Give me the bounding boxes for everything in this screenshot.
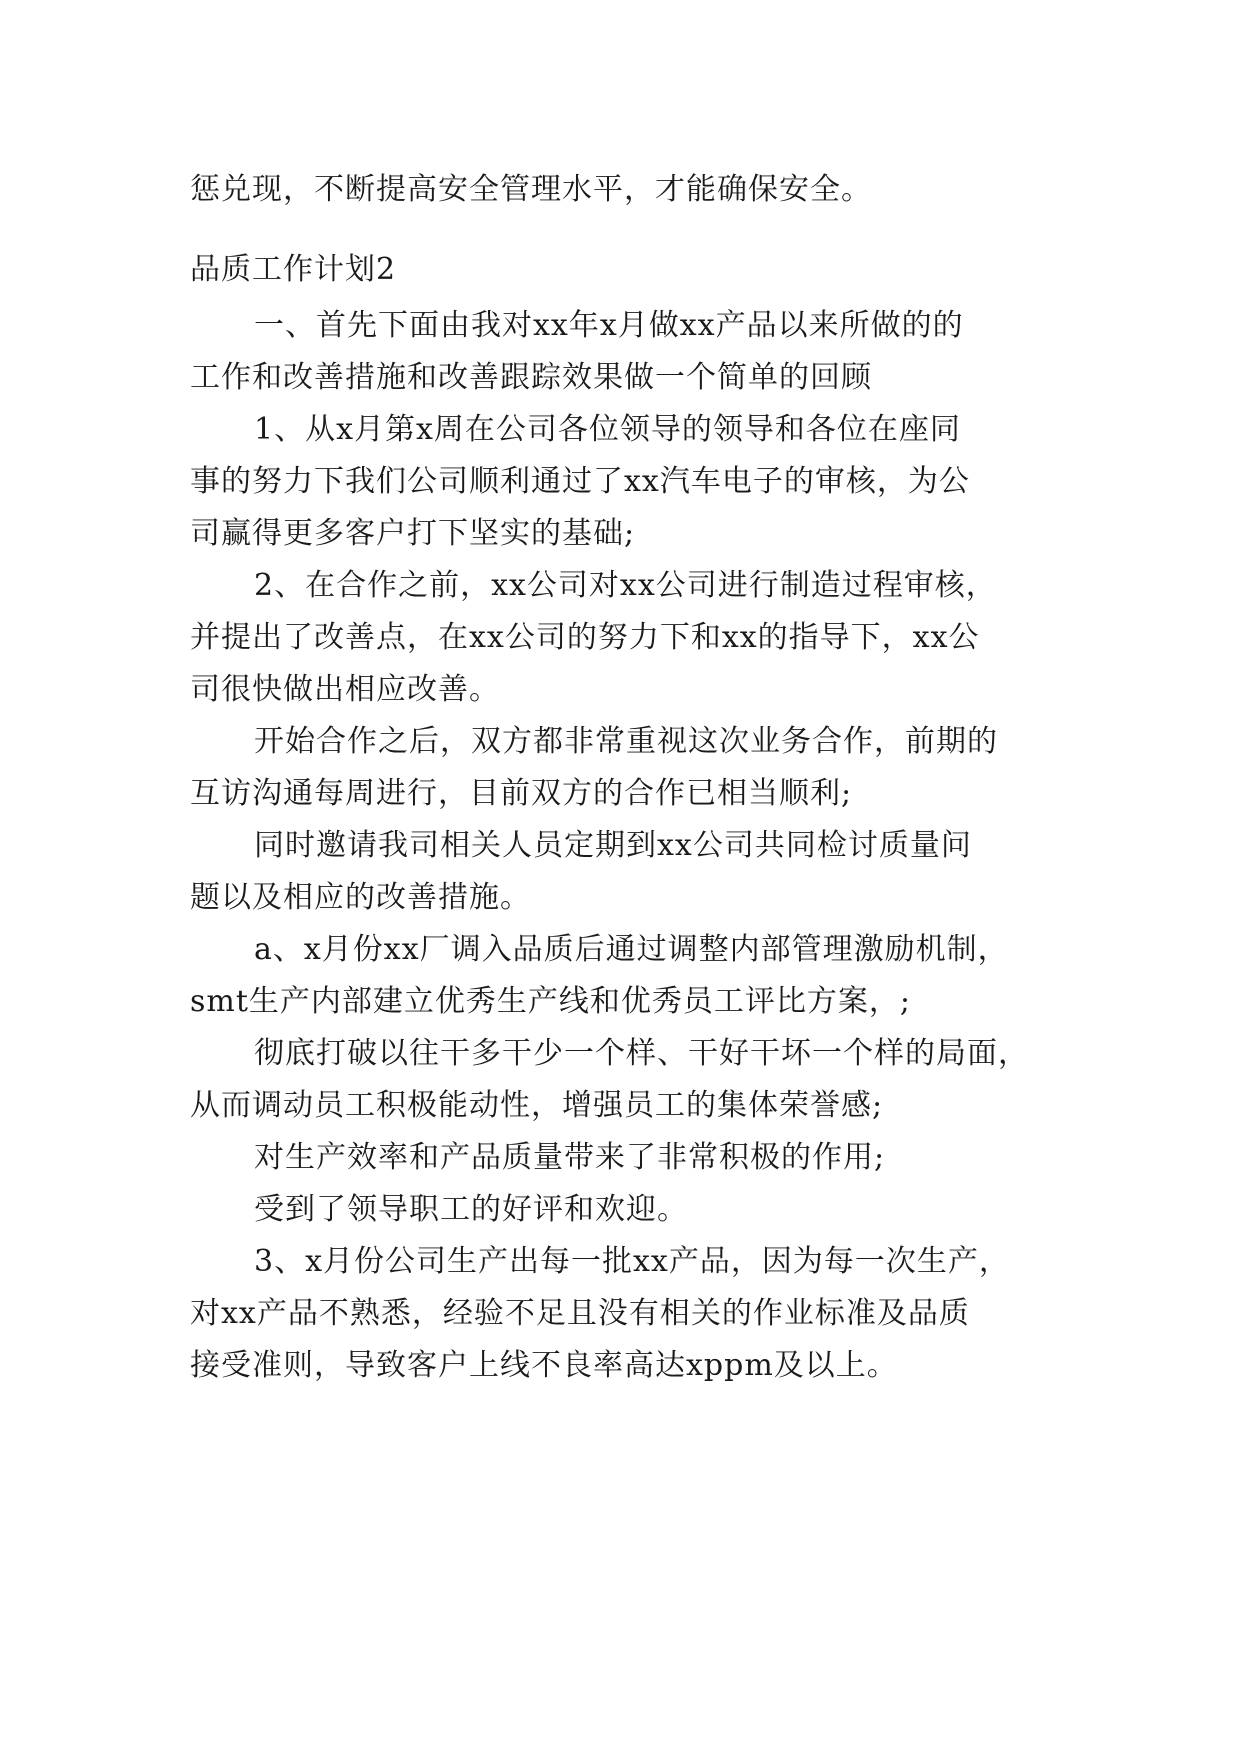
text-line: 司很快做出相应改善。 xyxy=(190,672,500,707)
text-line: smt生产内部建立优秀生产线和优秀员工评比方案，; xyxy=(190,984,912,1019)
text-line: 事的努力下我们公司顺利通过了xx汽车电子的审核，为公 xyxy=(190,464,970,499)
text-line: 同时邀请我司相关人员定期到xx公司共同检讨质量问 xyxy=(254,828,972,863)
text-line: 从而调动员工积极能动性，增强员工的集体荣誉感; xyxy=(190,1088,884,1123)
text-line: 一、首先下面由我对xx年x月做xx产品以来所做的的 xyxy=(254,308,964,343)
text-line: 并提出了改善点，在xx公司的努力下和xx的指导下，xx公 xyxy=(190,620,980,655)
section-heading: 品质工作计划2 xyxy=(190,252,397,287)
text-line: 司赢得更多客户打下坚实的基础; xyxy=(190,516,636,551)
text-line: 接受准则，导致客户上线不良率高达xppm及以上。 xyxy=(190,1348,898,1383)
text-line: 受到了领导职工的好评和欢迎。 xyxy=(254,1192,688,1227)
text-line: 互访沟通每周进行，目前双方的合作已相当顺利; xyxy=(190,776,853,811)
text-line: 题以及相应的改善措施。 xyxy=(190,880,531,915)
text-line: 1、从x月第x周在公司各位领导的领导和各位在座同 xyxy=(254,412,961,447)
text-line: 开始合作之后，双方都非常重视这次业务合作，前期的 xyxy=(254,724,998,759)
text-line: 3、x月份公司生产出每一批xx产品，因为每一次生产， xyxy=(254,1244,1010,1279)
text-line: 惩兑现，不断提高安全管理水平，才能确保安全。 xyxy=(190,172,872,207)
text-line: 对xx产品不熟悉，经验不足且没有相关的作业标准及品质 xyxy=(190,1296,970,1331)
text-line: 工作和改善措施和改善跟踪效果做一个简单的回顾 xyxy=(190,360,872,395)
text-line: 彻底打破以往干多干少一个样、干好干坏一个样的局面， xyxy=(254,1036,1029,1071)
text-line: a、x月份xx厂调入品质后通过调整内部管理激励机制， xyxy=(254,932,1009,967)
text-line: 2、在合作之前，xx公司对xx公司进行制造过程审核， xyxy=(254,568,997,603)
text-line: 对生产效率和产品质量带来了非常积极的作用; xyxy=(254,1140,886,1175)
